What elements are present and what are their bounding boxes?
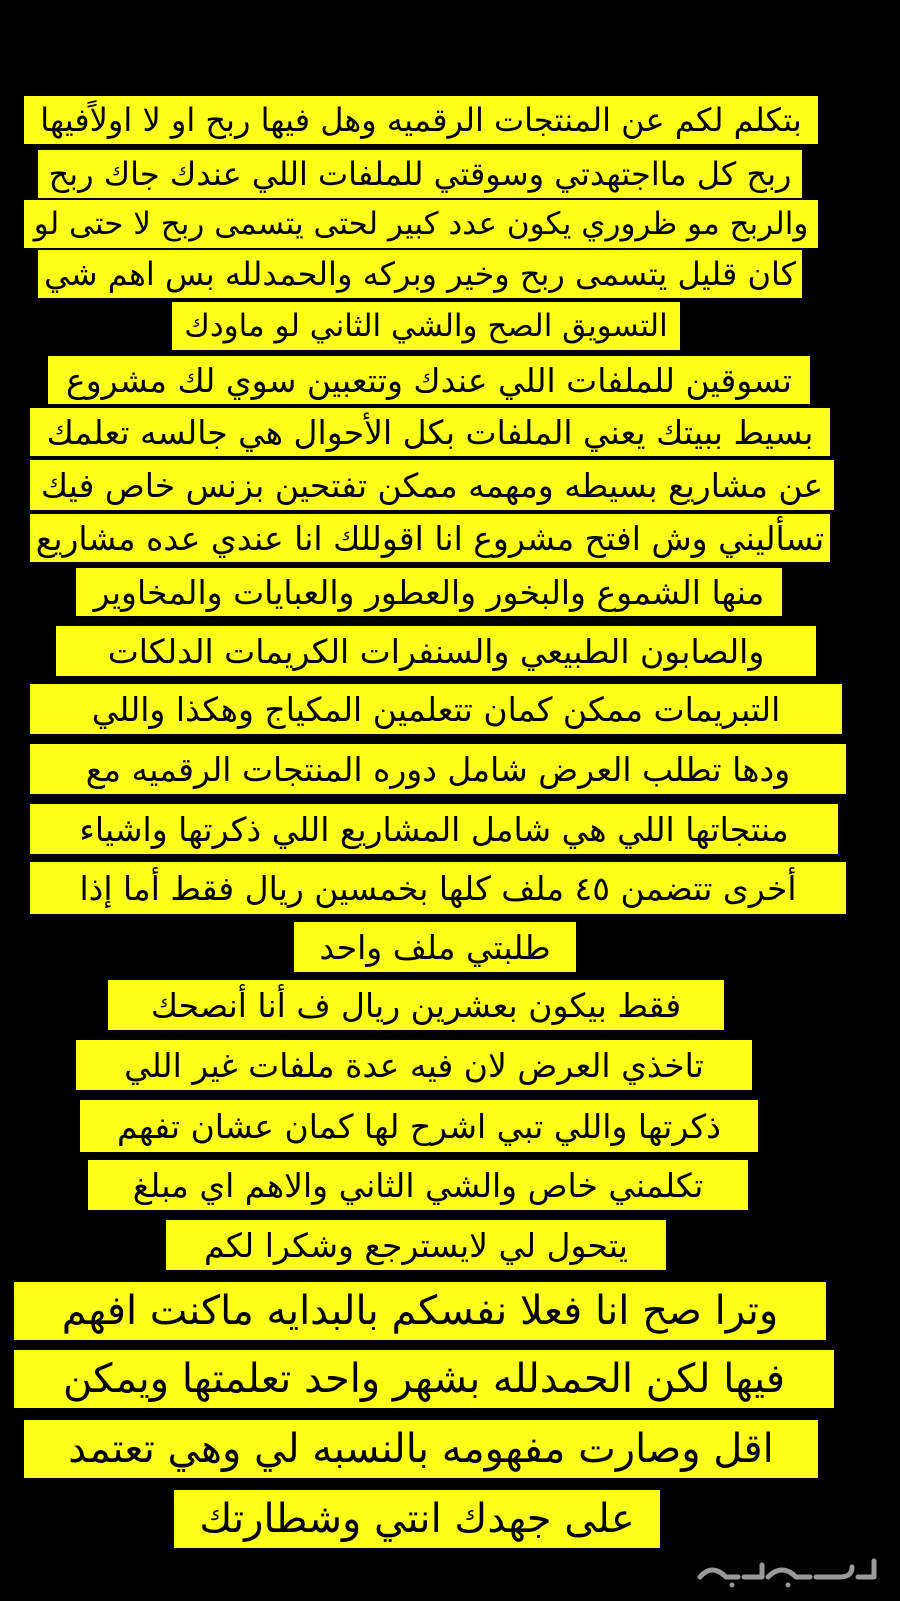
text-line: تاخذي العرض لان فيه عدة ملفات غير اللي xyxy=(76,1040,752,1090)
text-line: كان قليل يتسمى ربح وخير وبركه والحمدلله بس اهم شي xyxy=(38,250,802,298)
text-line: فيها لكن الحمدلله بشهر واحد تعلمتها ويمكن xyxy=(14,1350,834,1408)
text-line: والربح مو ظروري يكون عدد كبير لحتى يتسمى ربح لا حتى لو xyxy=(24,200,818,248)
text-line: منها الشموع والبخور والعطور والعبايات والمخاوير xyxy=(76,568,782,616)
text-line: بتكلم لكم عن المنتجات الرقميه وهل فيها ربح او لا اولاًفيها xyxy=(24,96,818,144)
text-line: أخرى تتضمن ٤٥ ملف كلها بخمسين ريال فقط أما إذا xyxy=(30,862,846,914)
text-line: تسأليني وش افتح مشروع انا اقوللك انا عندي عده مشاريع xyxy=(30,514,830,562)
text-line: على جهدك انتي وشطارتك xyxy=(174,1490,660,1548)
text-line: وترا صح انا فعلا نفسكم بالبدايه ماكنت افهم xyxy=(14,1282,826,1340)
text-line: منتجاتها اللي هي شامل المشاريع اللي ذكرتها واشياء xyxy=(30,804,838,854)
text-line: التبريمات ممكن كمان تتعلمين المكياج وهكذا واللي xyxy=(30,684,842,734)
text-line: ربح كل مااجتهدتي وسوقتي للملفات اللي عندك جاك ربح xyxy=(38,150,802,198)
text-line: والصابون الطبيعي والسنفرات الكريمات الدلكات xyxy=(56,626,816,676)
text-line: تسوقين للملفات اللي عندك وتتعبين سوي لك مشروع xyxy=(48,356,810,404)
text-line: ودها تطلب العرض شامل دوره المنتجات الرقميه مع xyxy=(30,744,846,794)
text-line: التسويق الصح والشي الثاني لو ماودك xyxy=(172,302,680,350)
text-line: طلبتي ملف واحد xyxy=(294,922,576,972)
text-line: عن مشاريع بسيطه ومهمه ممكن تفتحين بزنس خاص فيك xyxy=(30,460,834,510)
text-line: ذكرتها واللي تبي اشرح لها كمان عشان تفهم xyxy=(80,1100,758,1152)
text-line: يتحول لي لايسترجع وشكرا لكم xyxy=(166,1220,666,1270)
text-line: بسيط ببيتك يعني الملفات بكل الأحوال هي جالسه تعلمك xyxy=(30,408,830,456)
text-line: اقل وصارت مفهومه بالنسبه لي وهي تعتمد xyxy=(24,1420,818,1478)
text-line: تكلمني خاص والشي الثاني والاهم اي مبلغ xyxy=(88,1160,748,1210)
haraj-logo-icon xyxy=(692,1555,882,1589)
text-line: فقط بيكون بعشرين ريال ف أنا أنصحك xyxy=(108,980,724,1030)
